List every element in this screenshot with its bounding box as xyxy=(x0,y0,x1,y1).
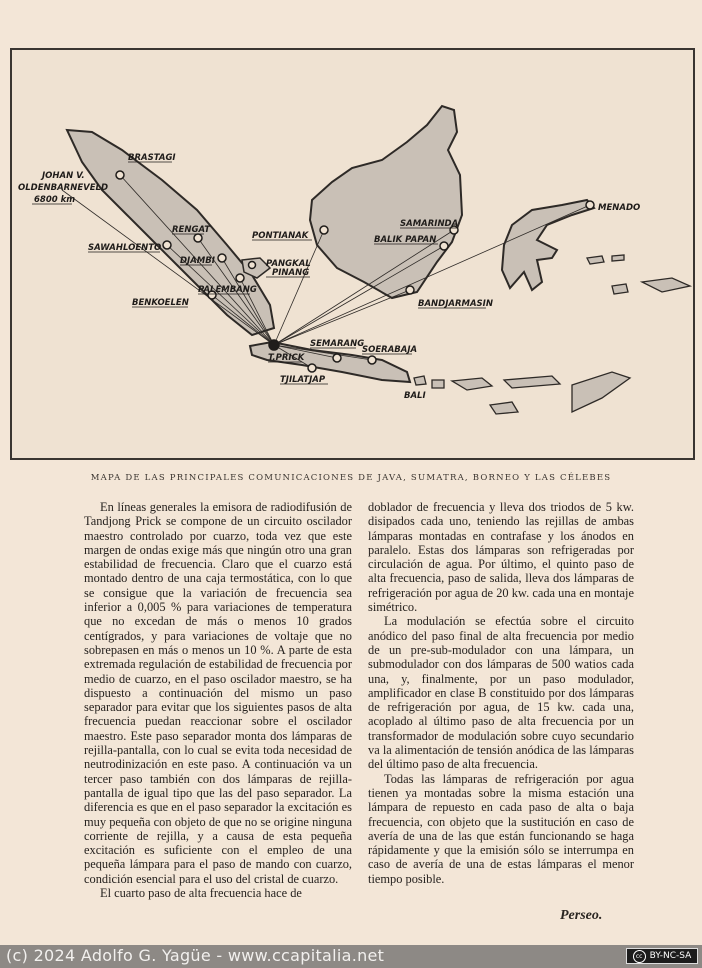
label-tprick: T.PRICK xyxy=(268,353,305,363)
marker-tprick xyxy=(269,340,279,350)
bali-island xyxy=(414,376,426,385)
marker-palembang xyxy=(236,274,244,282)
marker-menado xyxy=(586,201,594,209)
label-pontianak: PONTIANAK xyxy=(252,231,309,241)
label-benkoelen: BENKOELEN xyxy=(132,298,189,308)
marker-rengat xyxy=(194,234,202,242)
marker-pangkal xyxy=(249,262,256,269)
marker-djambi xyxy=(218,254,226,262)
label-sawahloento: SAWAHLOENTO xyxy=(88,243,162,253)
label-bali: BALI xyxy=(404,391,426,401)
label-pangkal-2: PINANG xyxy=(272,268,310,278)
label-johan-3: 6800 km xyxy=(34,195,76,205)
label-johan-2: OLDENBARNEVELD xyxy=(18,183,108,193)
marker-bandjarmasin xyxy=(406,286,414,294)
cc-icon: cc xyxy=(633,950,646,963)
marker-brastagi xyxy=(116,171,124,179)
label-tjilatjap: TJILATJAP xyxy=(280,375,326,385)
small-island-2 xyxy=(587,256,604,264)
article-column-left xyxy=(84,500,352,900)
copyright-text: (c) 2024 Adolfo G. Yagüe - www.ccapitalia.net xyxy=(6,946,385,965)
label-balikpapan: BALIK PAPAN xyxy=(374,235,437,245)
moluccas-island xyxy=(642,278,690,292)
small-island-3 xyxy=(612,255,624,261)
label-johan-1: JOHAN V. xyxy=(42,171,85,181)
sumba-island xyxy=(490,402,518,414)
marker-balikpapan xyxy=(440,242,448,250)
paragraph: En líneas generales la emisora de radiodifusión de Tandjong Prick se compone de un circuito oscilador maestro controlado por cuarzo, toda vez que este margen de ondas exige más que ningún otro una gran estabilidad de frecuencia. Claro que el cuarzo está montado dentro de una caja termostática, con lo que se consigue que la variación de frecuencia sea inferior a 0,005 % para variaciones de temperatura que no excedan de más o menos 10 grados centígrados, y para variaciones de voltaje que no sobrepasen en más o menos un 10 %. A parte de esta extremada regulación de estabilidad de frecuencia por medio de cuarzo, en el paso oscilador maestro, se ha dispuesto a continuación del mismo un paso separador para evitar que los siguientes pasos de alta frecuencia puedan reaccionar sobre el oscilador maestro. Este paso separador monta dos lámparas de rejilla-pantalla, con lo cual se evita toda necesidad de neutrodinización en este paso. A continuación va un tercer paso también con dos lámparas de rejilla-pantalla de igual tipo que las del paso separador. La diferencia es que en el paso separador la excitación es muy pequeña con objeto de que no se origine ninguna corriente de rejilla, y a causa de esta pequeña excitación es suficiente con el empleo de una pequeña lámpara para el paso de mando con cuarzo, condición esencial para el uso del cristal de cuarzo. xyxy=(84,500,352,886)
label-djambi: DJAMBI xyxy=(180,256,215,266)
label-brastagi: BRASTAGI xyxy=(128,153,176,163)
label-bandjarmasin: BANDJARMASIN xyxy=(418,299,493,309)
timor-island xyxy=(572,372,630,412)
celebes-island xyxy=(502,200,594,290)
marker-semarang xyxy=(333,354,341,362)
label-palembang: PALEMBANG xyxy=(198,285,257,295)
marker-pontianak xyxy=(320,226,328,234)
sumbawa-island xyxy=(452,378,492,390)
cc-license-badge[interactable] xyxy=(626,948,698,964)
map-caption: MAPA DE LAS PRINCIPALES COMUNICACIONES DE JAVA, SUMATRA, BORNEO Y LAS CÉLEBES xyxy=(90,473,612,483)
label-rengat: RENGAT xyxy=(172,225,211,235)
watermark-footer xyxy=(0,945,702,968)
small-island-1 xyxy=(612,284,628,294)
paragraph: La modulación se efectúa sobre el circuito anódico del paso final de alta frecuencia por medio de un pre-sub-modulador con una lámpara, un submodulador con dos lámparas de 500 watios cada una, y, finalmente, por un paso modulador, amplificador en clase B constituido por dos lámparas de refrigeración por agua, de 15 kw. cada una, acoplado al último paso de alta frecuencia por un transformador de modulación sobre cuyo secundario va la alimentación de tensión anódica de las lámparas del último paso de alta frecuencia. xyxy=(368,614,634,772)
paragraph-continued: doblador de frecuencia y lleva dos triodos de 5 kw. disipados cada uno, teniendo las rejillas de ambas lámparas montadas en contrafase y los ánodos en paralelo. Estas dos lámparas son refrigeradas por circulación de agua. Por último, el quinto paso de alta frecuencia, paso de salida, lleva dos lámparas de refrigeración por agua de 20 kw. cada una en montaje simétrico. xyxy=(368,500,634,615)
label-samarinda: SAMARINDA xyxy=(400,219,459,229)
label-menado: MENADO xyxy=(598,203,641,213)
author-signature: Perseo. xyxy=(560,908,603,923)
flores-island xyxy=(504,376,560,388)
paragraph: El cuarto paso de alta frecuencia hace de xyxy=(100,886,302,901)
article-column-right xyxy=(368,500,634,886)
marker-soerabaja xyxy=(368,356,376,364)
lombok-island xyxy=(432,380,444,388)
label-soerabaja: SOERABAJA xyxy=(362,345,418,355)
license-label: BY-NC-SA xyxy=(649,951,692,961)
marker-sawahloento xyxy=(163,241,171,249)
indonesia-map xyxy=(12,50,693,458)
label-semarang: SEMARANG xyxy=(310,339,365,349)
map-figure xyxy=(10,48,695,460)
paragraph: Todas las lámparas de refrigeración por agua tienen ya montadas sobre la misma estación una lámpara de repuesto en cada paso de alta o baja frecuencia, con objeto que la sustitución en caso de avería de una de las que están funcionando se haga rápidamente y que la emisión sólo se interrumpa en caso de avería de una de estas lámparas el menor tiempo posible. xyxy=(368,771,634,886)
borneo-island xyxy=(310,106,462,298)
label-pangkal-1: PANGKAL xyxy=(266,259,311,269)
marker-tjilatjap xyxy=(308,364,316,372)
